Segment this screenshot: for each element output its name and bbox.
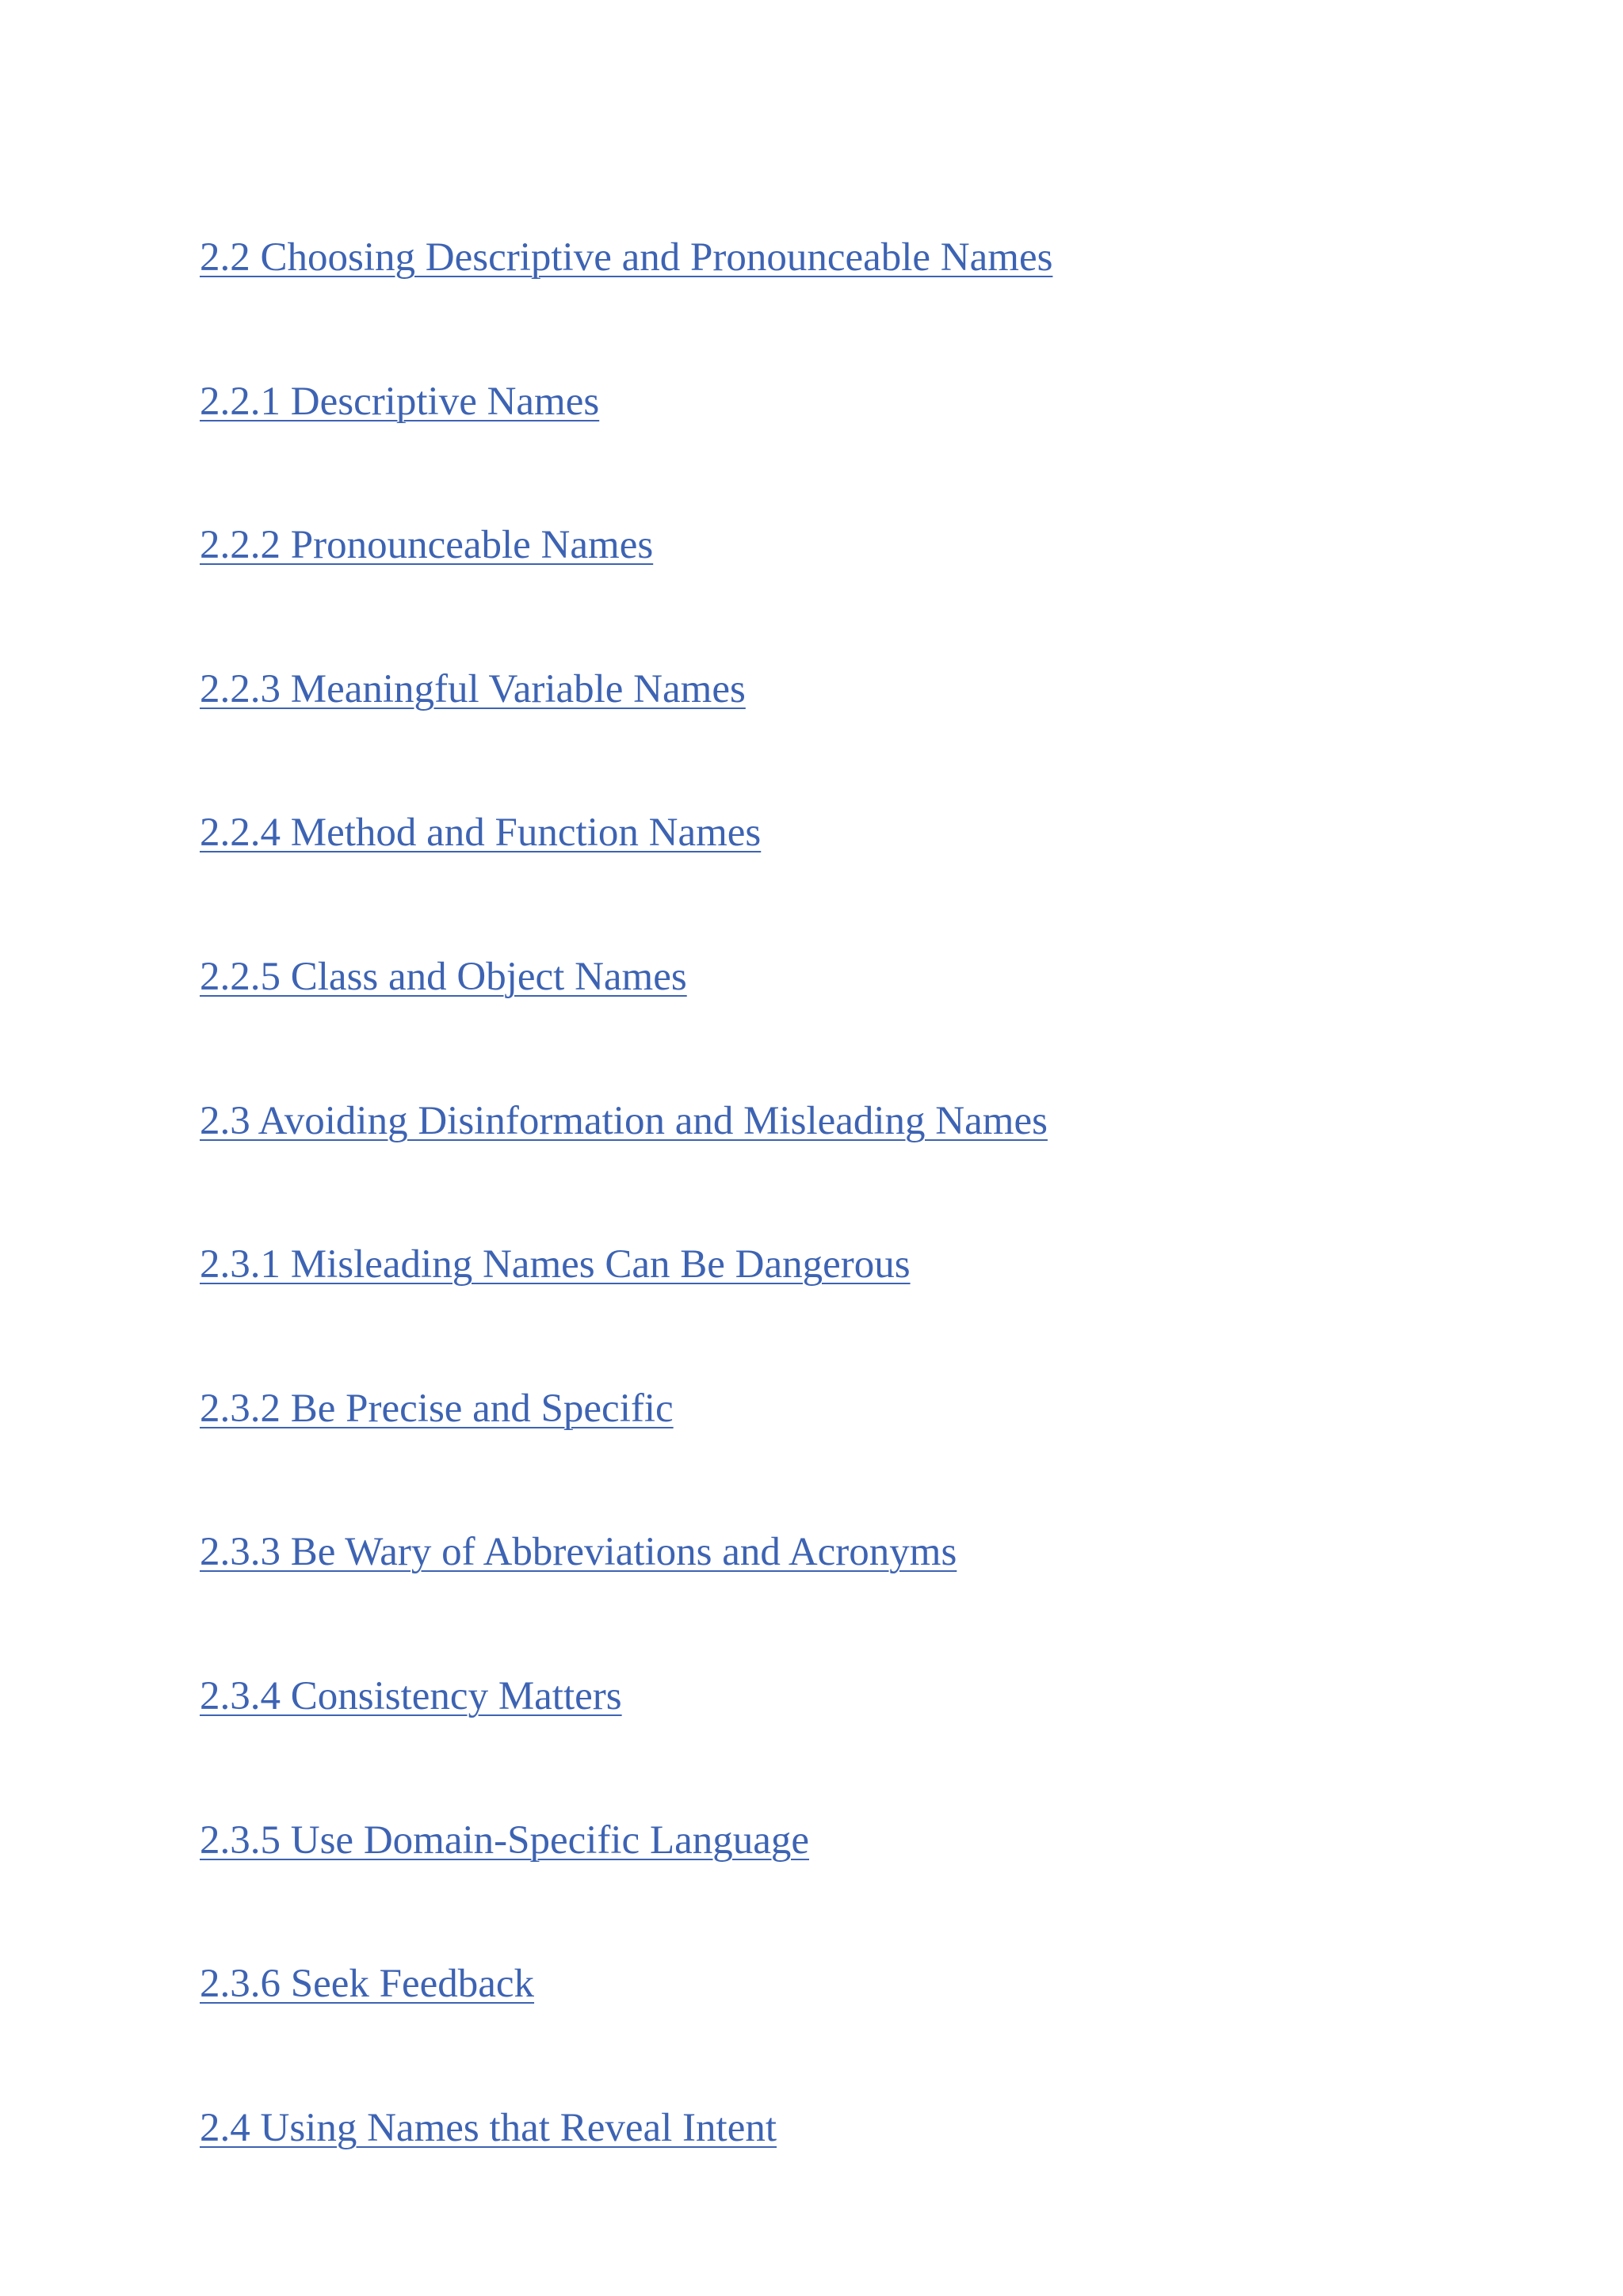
toc-link-2-2-5[interactable]: 2.2.5 Class and Object Names <box>200 954 687 999</box>
toc-item <box>200 1524 1468 1669</box>
toc-item <box>200 1237 1468 1381</box>
toc-item <box>200 1813 1468 1957</box>
toc-item <box>200 230 1468 374</box>
toc-link-2-2[interactable]: 2.2 Choosing Descriptive and Pronounceable Names <box>200 235 1053 280</box>
toc-link-2-3-5[interactable]: 2.3.5 Use Domain-Specific Language <box>200 1817 810 1863</box>
toc-link-2-3-6[interactable]: 2.3.6 Seek Feedback <box>200 1962 535 2007</box>
toc-item <box>200 1381 1468 1525</box>
toc-item <box>200 949 1468 1093</box>
toc-link-2-3-4[interactable]: 2.3.4 Consistency Matters <box>200 1673 622 1718</box>
toc-link-2-2-3[interactable]: 2.2.3 Meaningful Variable Names <box>200 666 746 711</box>
toc-link-2-3-2[interactable]: 2.3.2 Be Precise and Specific <box>200 1386 674 1431</box>
toc-item <box>200 1093 1468 1238</box>
toc-item <box>200 805 1468 949</box>
toc-item <box>200 662 1468 806</box>
toc-link-2-2-2[interactable]: 2.2.2 Pronounceable Names <box>200 523 654 568</box>
toc-link-2-2-1[interactable]: 2.2.1 Descriptive Names <box>200 379 600 424</box>
toc-item <box>200 2100 1468 2245</box>
toc-link-2-3[interactable]: 2.3 Avoiding Disinformation and Misleading Names <box>200 1098 1048 1143</box>
toc-link-2-3-1[interactable]: 2.3.1 Misleading Names Can Be Dangerous <box>200 1242 911 1287</box>
toc-link-2-3-3[interactable]: 2.3.3 Be Wary of Abbreviations and Acronyms <box>200 1530 957 1575</box>
toc-link-2-2-4[interactable]: 2.2.4 Method and Function Names <box>200 810 762 856</box>
toc-item <box>200 1956 1468 2100</box>
toc-link-2-4[interactable]: 2.4 Using Names that Reveal Intent <box>200 2105 777 2150</box>
toc-item <box>200 517 1468 662</box>
toc-item <box>200 1669 1468 1813</box>
toc-item <box>200 374 1468 518</box>
table-of-contents <box>200 230 1468 2244</box>
